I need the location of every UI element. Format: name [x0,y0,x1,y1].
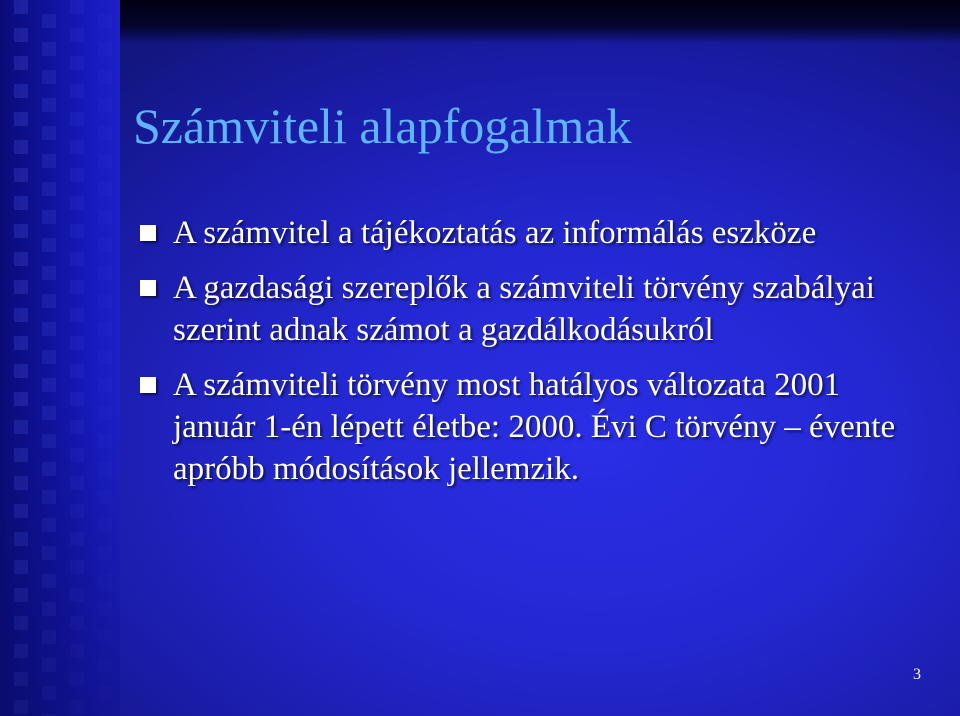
square-bullet-icon [140,225,156,241]
strip-fade [0,0,120,716]
bullet-item [140,364,930,490]
bullet-text: A gazdasági szereplők a számviteli törvény szabályai szerint adnak számot a gazdálkodásukról [173,270,875,348]
top-dark-band [120,0,960,44]
bullet-text: A számvitel a tájékoztatás az informálás eszköze [173,215,817,251]
bullet-list [140,212,930,503]
bullet-text: A számviteli törvény most hatályos változata 2001 január 1-én lépett életbe: 2000. Évi C törvény – évente apróbb módosítások jellemzik. [173,367,896,487]
square-bullet-icon [140,280,156,296]
slide-title: Számviteli alapfogalmak [133,98,632,154]
left-decorative-strip [0,0,120,716]
page-number: 3 [913,666,921,683]
bullet-item [140,267,930,351]
bullet-item [140,212,930,254]
square-bullet-icon [140,377,156,393]
